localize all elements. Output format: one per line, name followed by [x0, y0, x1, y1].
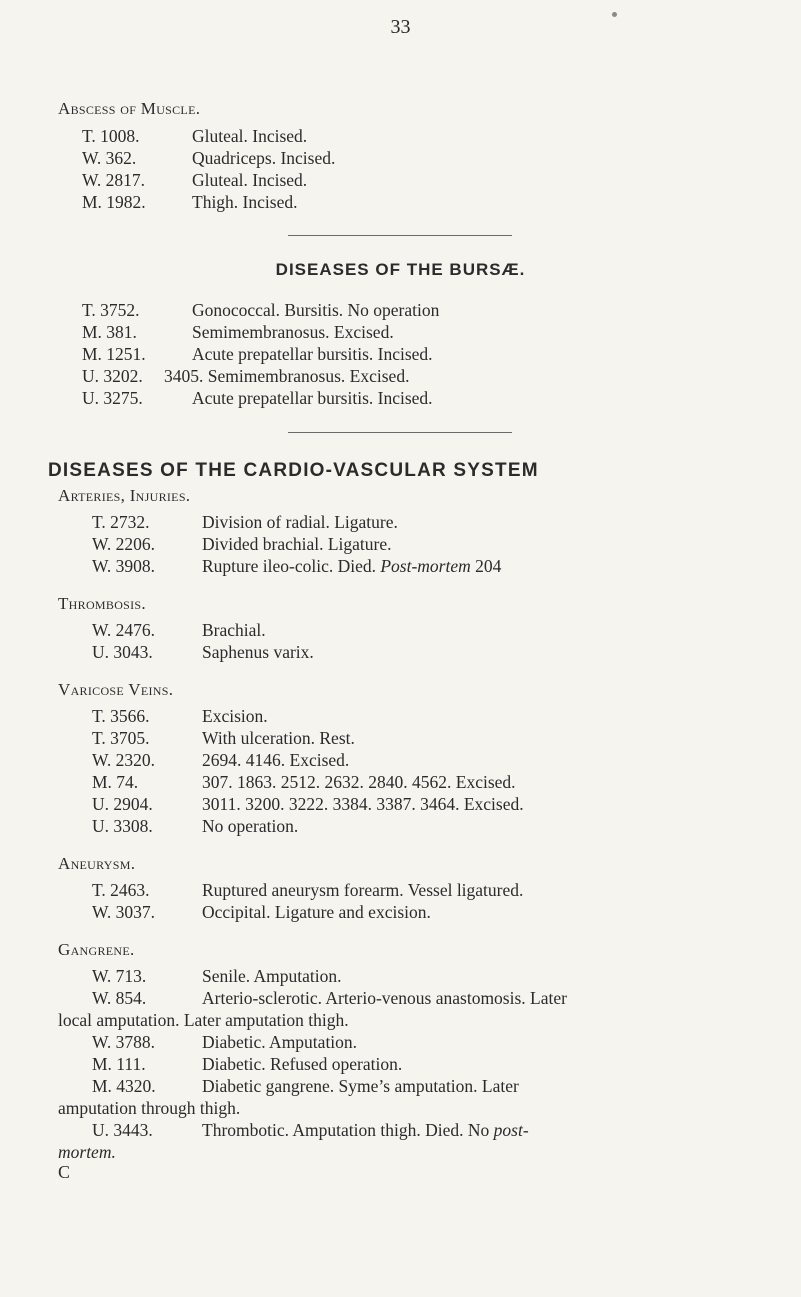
list-item: W. 2320. 2694. 4146. Excised.: [92, 750, 350, 770]
list-item: T. 2732. Division of radial. Ligature.: [92, 512, 398, 532]
list-item: W. 2817. Gluteal. Incised.: [82, 170, 308, 190]
subheading-arteries: Arteries, Injuries.: [58, 486, 191, 505]
list-item: M. 1982. Thigh. Incised.: [82, 192, 298, 212]
list-item: M. 381. Semimembranosus. Excised.: [82, 322, 394, 342]
subheading-varicose: Varicose Veins.: [58, 680, 174, 699]
list-item: M. 1251. Acute prepatellar bursitis. Incised.: [82, 344, 433, 364]
divider: [288, 235, 512, 236]
list-item: M. 4320. Diabetic gangrene. Syme’s amputation. Later: [92, 1076, 519, 1096]
list-item: M. 111. Diabetic. Refused operation.: [92, 1054, 403, 1074]
section-heading-abscess: Abscess of Muscle.: [58, 99, 201, 118]
signature-mark: C: [58, 1162, 71, 1182]
section-heading-cardio: DISEASES OF THE CARDIO-VASCULAR SYSTEM: [48, 460, 539, 481]
list-item: W. 3788. Diabetic. Amputation.: [92, 1032, 358, 1052]
list-item: W. 3908. Rupture ileo-colic. Died. Post-mortem 204: [92, 556, 502, 576]
list-item: U. 3202. 3405. Semimembranosus. Excised.: [82, 366, 410, 386]
list-item: U. 3043. Saphenus varix.: [92, 642, 314, 662]
list-item: W. 362. Quadriceps. Incised.: [82, 148, 336, 168]
section-heading-bursae: DISEASES OF THE BURSÆ.: [275, 260, 526, 279]
list-item: U. 3443. Thrombotic. Amputation thigh. Died. No post-: [92, 1120, 529, 1140]
list-item: U. 3308. No operation.: [92, 816, 299, 836]
list-item: W. 2476. Brachial.: [92, 620, 266, 640]
list-item: W. 2206. Divided brachial. Ligature.: [92, 534, 392, 554]
list-item: W. 854. Arterio-sclerotic. Arterio-venous anastomosis. Later: [92, 988, 567, 1008]
ink-spot: [612, 12, 617, 17]
list-item: T. 3752. Gonococcal. Bursitis. No operation: [82, 300, 440, 320]
list-item: U. 2904. 3011. 3200. 3222. 3384. 3387. 3464. Excised.: [92, 794, 524, 814]
list-item: U. 3275. Acute prepatellar bursitis. Incised.: [82, 388, 433, 408]
list-item-continuation: local amputation. Later amputation thigh.: [58, 1010, 349, 1030]
subheading-thrombosis: Thrombosis.: [58, 594, 146, 613]
list-item: W. 3037. Occipital. Ligature and excision.: [92, 902, 431, 922]
list-item-continuation: amputation through thigh.: [58, 1098, 241, 1118]
page-number: 33: [390, 16, 411, 38]
subheading-gangrene: Gangrene.: [58, 940, 135, 959]
list-item: T. 3705. With ulceration. Rest.: [92, 728, 355, 748]
list-item: T. 1008. Gluteal. Incised.: [82, 126, 308, 146]
divider: [288, 432, 512, 433]
list-item: W. 713. Senile. Amputation.: [92, 966, 342, 986]
subheading-aneurysm: Aneurysm.: [58, 854, 136, 873]
list-item-continuation: mortem.: [58, 1142, 116, 1162]
list-item: T. 2463. Ruptured aneurysm forearm. Vessel ligatured.: [92, 880, 524, 900]
list-item: T. 3566. Excision.: [92, 706, 268, 726]
list-item: M. 74. 307. 1863. 2512. 2632. 2840. 4562. Excised.: [92, 772, 516, 792]
